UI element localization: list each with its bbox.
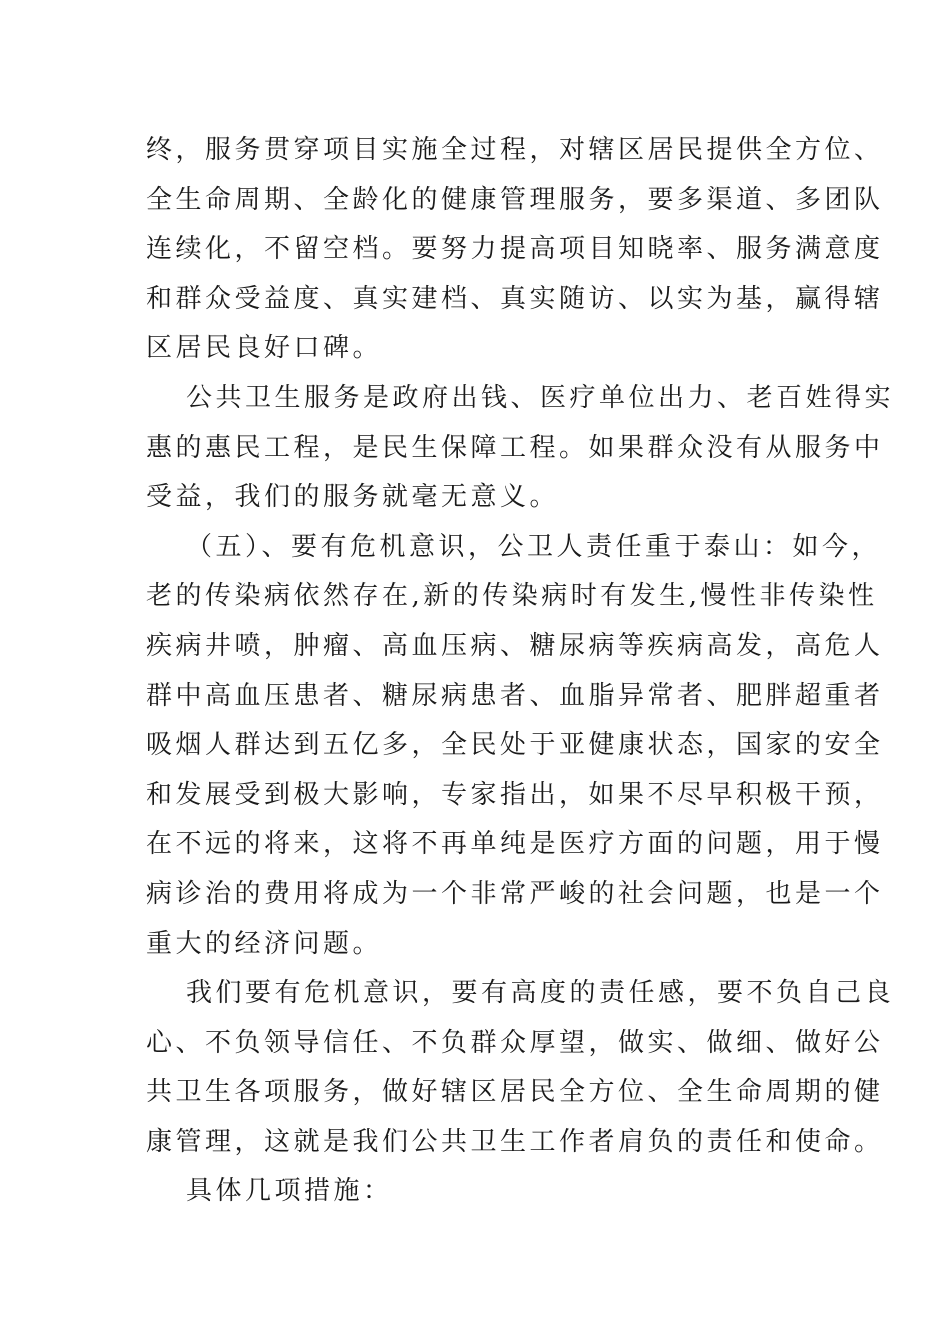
- text-line: 吸烟人群达到五亿多，全民处于亚健康状态，国家的安全: [146, 730, 884, 761]
- text-line: 和群众受益度、真实建档、真实随访、以实为基，赢得辖: [146, 283, 884, 314]
- text-line: 受益，我们的服务就毫无意义。: [146, 482, 560, 513]
- text-line: 区居民良好口碑。: [146, 333, 383, 364]
- paragraph-first-line: 具体几项措施：: [186, 1176, 393, 1207]
- text-line: 重大的经济问题。: [146, 928, 383, 959]
- text-line: 共卫生各项服务，做好辖区居民全方位、全生命周期的健: [146, 1077, 884, 1108]
- text-line: 惠的惠民工程，是民生保障工程。如果群众没有从服务中: [146, 432, 884, 463]
- text-line: 心、不负领导信任、不负群众厚望，做实、做细、做好公: [146, 1027, 884, 1058]
- text-line: 老的传染病依然存在,新的传染病时有发生,慢性非传染性: [146, 581, 878, 612]
- text-line: 康管理，这就是我们公共卫生工作者肩负的责任和使命。: [146, 1126, 884, 1157]
- paragraph-first-line: 我们要有危机意识，要有高度的责任感，要不负自己良: [186, 978, 895, 1009]
- text-line: 连续化，不留空档。要努力提高项目知晓率、服务满意度: [146, 234, 884, 265]
- text-line: 全生命周期、全龄化的健康管理服务，要多渠道、多团队: [146, 184, 884, 215]
- text-line: 和发展受到极大影响，专家指出，如果不尽早积极干预，: [146, 779, 884, 810]
- paragraph-first-line: 公共卫生服务是政府出钱、医疗单位出力、老百姓得实: [186, 382, 895, 413]
- document-body: [146, 126, 895, 1217]
- section-heading-line: （五）、要有危机意识，公卫人责任重于泰山：如今，: [186, 531, 882, 562]
- text-line: 疾病井喷，肿瘤、高血压病、糖尿病等疾病高发，高危人: [146, 630, 884, 661]
- text-line: 病诊治的费用将成为一个非常严峻的社会问题，也是一个: [146, 878, 884, 909]
- text-line: 终，服务贯穿项目实施全过程，对辖区居民提供全方位、: [146, 135, 884, 165]
- text-line: 在不远的将来，这将不再单纯是医疗方面的问题，用于慢: [146, 829, 884, 860]
- text-line: 群中高血压患者、糖尿病患者、血脂异常者、肥胖超重者: [146, 680, 884, 711]
